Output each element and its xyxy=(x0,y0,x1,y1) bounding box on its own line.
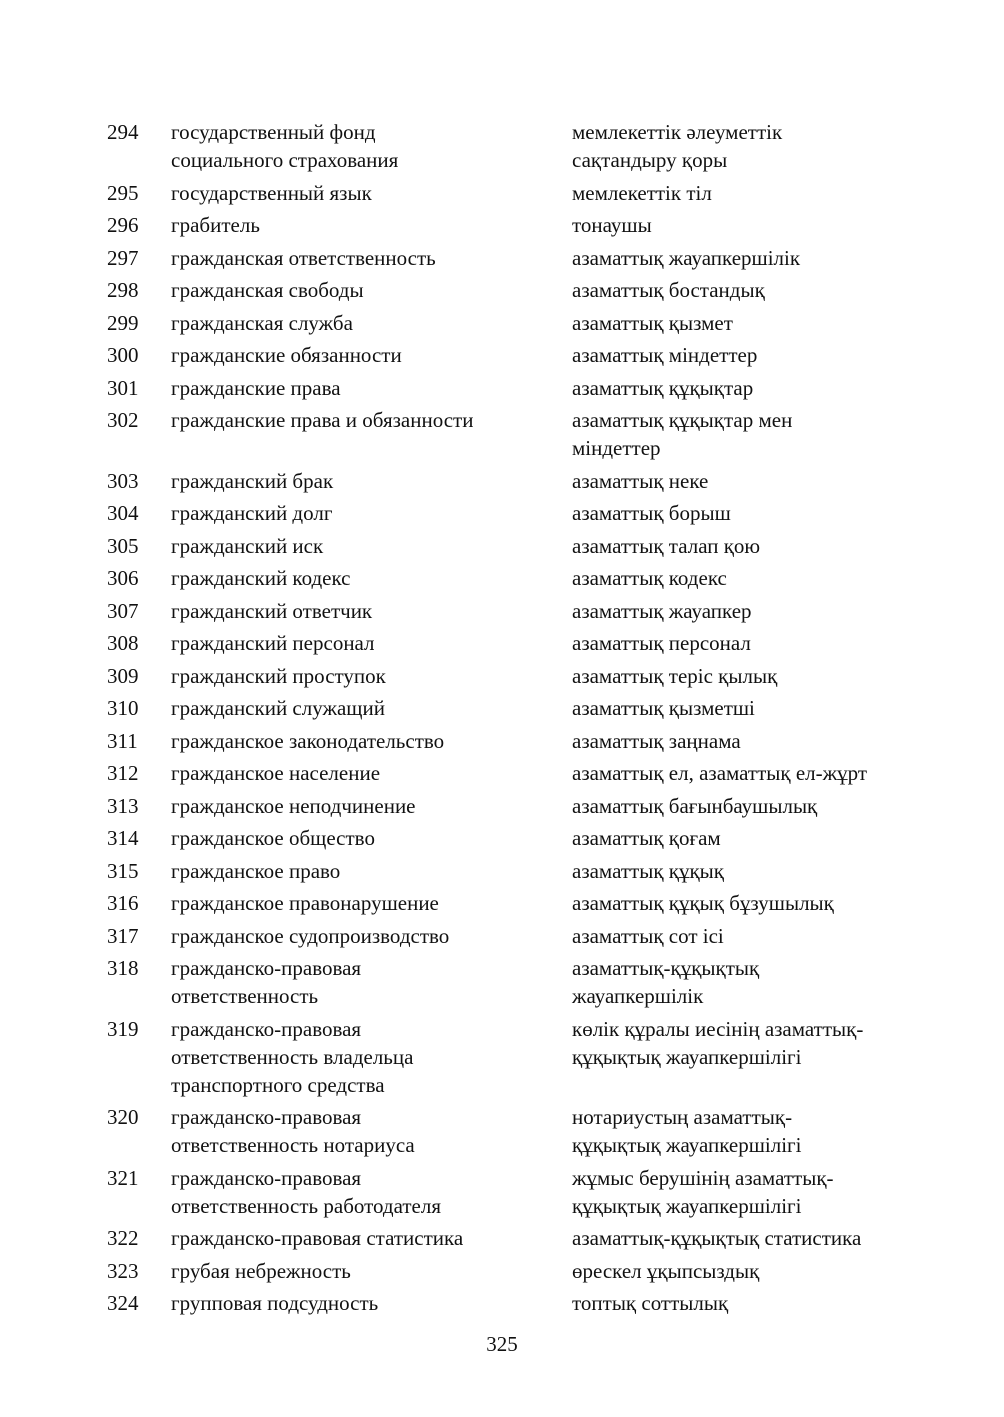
entry-number: 294 xyxy=(107,120,139,144)
russian-term: гражданская свободы xyxy=(171,278,364,302)
entry-number: 314 xyxy=(107,826,139,850)
entry-number: 301 xyxy=(107,375,139,400)
entry-number: 322 xyxy=(107,1226,139,1250)
entry-number: 300 xyxy=(107,343,139,367)
entry-number: 316 xyxy=(107,891,139,915)
glossary-entry xyxy=(0,467,1004,500)
glossary-entry xyxy=(0,597,1004,630)
entry-number: 304 xyxy=(107,501,139,525)
glossary-entry xyxy=(0,727,1004,760)
russian-term: гражданское правонарушение xyxy=(171,891,439,915)
kazakh-term: азаматтық ел, азаматтық ел-жұрт xyxy=(572,761,868,785)
kazakh-term: азаматтық құқықтар xyxy=(572,375,754,400)
russian-term: гражданская служба xyxy=(171,310,353,335)
glossary-entry xyxy=(0,406,1004,467)
russian-term: гражданское общество xyxy=(171,826,375,850)
glossary-entry xyxy=(0,694,1004,727)
entry-number: 321 xyxy=(107,1165,139,1190)
russian-term: гражданский долг xyxy=(171,501,333,525)
russian-term: гражданский брак xyxy=(171,468,334,493)
kazakh-term: азаматтық құқық бұзушылық xyxy=(572,891,834,915)
entry-number: 303 xyxy=(107,468,139,493)
russian-term: гражданское право xyxy=(171,858,341,883)
kazakh-term: өрескел ұқыпсыздық xyxy=(572,1258,760,1283)
russian-term: гражданское судопроизводство xyxy=(171,923,450,948)
russian-term: гражданско-правовая статистика xyxy=(171,1226,464,1250)
entry-number: 297 xyxy=(107,245,139,270)
entry-number: 302 xyxy=(107,408,139,432)
glossary-entry xyxy=(0,276,1004,309)
russian-term: гражданское население xyxy=(171,761,381,785)
glossary-entry xyxy=(0,662,1004,695)
russian-term: гражданский проступок xyxy=(171,663,386,688)
kazakh-term: азаматтық борыш xyxy=(572,501,731,525)
glossary-entry xyxy=(0,792,1004,825)
kazakh-term: жұмыс берушінің азаматтық- құқықтық жауапкершілігі xyxy=(572,1165,834,1218)
entry-number: 317 xyxy=(107,923,139,948)
glossary-entry xyxy=(0,244,1004,277)
kazakh-term: азаматтық-құқықтық статистика xyxy=(572,1226,862,1250)
russian-term: грабитель xyxy=(171,213,260,237)
entry-number: 323 xyxy=(107,1258,139,1283)
glossary-entry xyxy=(0,118,1004,179)
russian-term: гражданский служащий xyxy=(171,696,385,720)
russian-term: гражданские обязанности xyxy=(171,343,402,367)
entry-number: 311 xyxy=(107,728,138,753)
kazakh-term: азаматтық міндеттер xyxy=(572,343,758,367)
russian-term: гражданский кодекс xyxy=(171,566,351,590)
entry-number: 312 xyxy=(107,761,139,785)
entry-number: 319 xyxy=(107,1016,139,1041)
entry-number: 320 xyxy=(107,1105,139,1129)
russian-term: государственный фонд социального страхования xyxy=(171,120,399,172)
kazakh-term: көлік құралы иесінің азаматтық- құқықтық жауапкершілігі xyxy=(572,1016,864,1069)
kazakh-term: азаматтық қызмет xyxy=(572,310,733,335)
kazakh-term: азаматтық бағынбаушылық xyxy=(572,793,818,818)
glossary-entry xyxy=(0,1224,1004,1257)
glossary-entry xyxy=(0,1015,1004,1104)
glossary-entry xyxy=(0,759,1004,792)
russian-term: гражданско-правовая ответственность работодателя xyxy=(171,1165,442,1218)
entry-number: 309 xyxy=(107,663,139,688)
entry-number: 305 xyxy=(107,533,139,558)
kazakh-term: азаматтық персонал xyxy=(572,631,751,655)
russian-term: гражданские права xyxy=(171,375,341,400)
kazakh-term: топтық соттылық xyxy=(572,1291,729,1315)
entry-number: 295 xyxy=(107,180,139,205)
glossary-entry xyxy=(0,564,1004,597)
entry-number: 307 xyxy=(107,598,139,623)
kazakh-term: мемлекеттік тіл xyxy=(572,180,712,205)
glossary-entry xyxy=(0,532,1004,565)
glossary-entry xyxy=(0,309,1004,342)
russian-term: государственный язык xyxy=(171,180,372,205)
glossary-entry xyxy=(0,954,1004,1015)
kazakh-term: азаматтық талап қою xyxy=(572,533,761,558)
glossary-entry xyxy=(0,857,1004,890)
glossary-entry xyxy=(0,1164,1004,1225)
glossary-entry xyxy=(0,922,1004,955)
glossary-entry xyxy=(0,341,1004,374)
russian-term: гражданское законодательство xyxy=(171,728,445,753)
kazakh-term: азаматтық қоғам xyxy=(572,826,721,850)
glossary-entry xyxy=(0,889,1004,922)
kazakh-term: азаматтық жауапкер xyxy=(572,598,752,623)
russian-term: гражданская ответственность xyxy=(171,245,436,270)
kazakh-term: азаматтық теріс қылық xyxy=(572,663,778,688)
entry-number: 296 xyxy=(107,213,139,237)
glossary-entry xyxy=(0,629,1004,662)
entry-number: 310 xyxy=(107,696,139,720)
glossary-entry xyxy=(0,374,1004,407)
russian-term: гражданско-правовая ответственность xyxy=(171,956,362,1008)
kazakh-term: мемлекеттік әлеуметтік сақтандыру қоры xyxy=(572,120,783,172)
glossary-entries xyxy=(0,118,1004,1322)
russian-term: гражданско-правовая ответственность нотариуса xyxy=(171,1105,415,1157)
kazakh-term: нотариустың азаматтық- құқықтық жауапкершілігі xyxy=(572,1105,802,1157)
kazakh-term: азаматтық жауапкершілік xyxy=(572,245,801,270)
glossary-entry xyxy=(0,1103,1004,1164)
kazakh-term: азаматтық құқық xyxy=(572,858,724,883)
kazakh-term: тонаушы xyxy=(572,213,652,237)
russian-term: гражданские права и обязанности xyxy=(171,408,474,432)
russian-term: групповая подсудность xyxy=(171,1291,379,1315)
entry-number: 313 xyxy=(107,793,139,818)
kazakh-term: азаматтық бостандық xyxy=(572,278,765,302)
entry-number: 298 xyxy=(107,278,139,302)
glossary-entry xyxy=(0,824,1004,857)
russian-term: гражданско-правовая ответственность владельца транспортного средства xyxy=(171,1016,414,1097)
kazakh-term: азаматтық-құқықтық жауапкершілік xyxy=(572,956,760,1008)
page-number: 325 xyxy=(486,1332,518,1356)
glossary-entry xyxy=(0,179,1004,212)
russian-term: гражданское неподчинение xyxy=(171,793,416,818)
russian-term: гражданский персонал xyxy=(171,631,375,655)
kazakh-term: азаматтық кодекс xyxy=(572,566,727,590)
glossary-entry xyxy=(0,1289,1004,1322)
entry-number: 315 xyxy=(107,858,139,883)
kazakh-term: азаматтық құқықтар мен міндеттер xyxy=(572,408,793,460)
entry-number: 306 xyxy=(107,566,139,590)
russian-term: грубая небрежность xyxy=(171,1258,351,1283)
entry-number: 308 xyxy=(107,631,139,655)
russian-term: гражданский ответчик xyxy=(171,598,373,623)
russian-term: гражданский иск xyxy=(171,533,324,558)
kazakh-term: азаматтық сот ісі xyxy=(572,923,724,948)
entry-number: 318 xyxy=(107,956,139,980)
kazakh-term: азаматтық қызметші xyxy=(572,696,755,720)
glossary-entry xyxy=(0,499,1004,532)
entry-number: 299 xyxy=(107,310,139,335)
kazakh-term: азаматтық неке xyxy=(572,468,709,493)
glossary-entry xyxy=(0,211,1004,244)
glossary-entry xyxy=(0,1257,1004,1290)
kazakh-term: азаматтық заңнама xyxy=(572,728,741,753)
entry-number: 324 xyxy=(107,1291,139,1315)
